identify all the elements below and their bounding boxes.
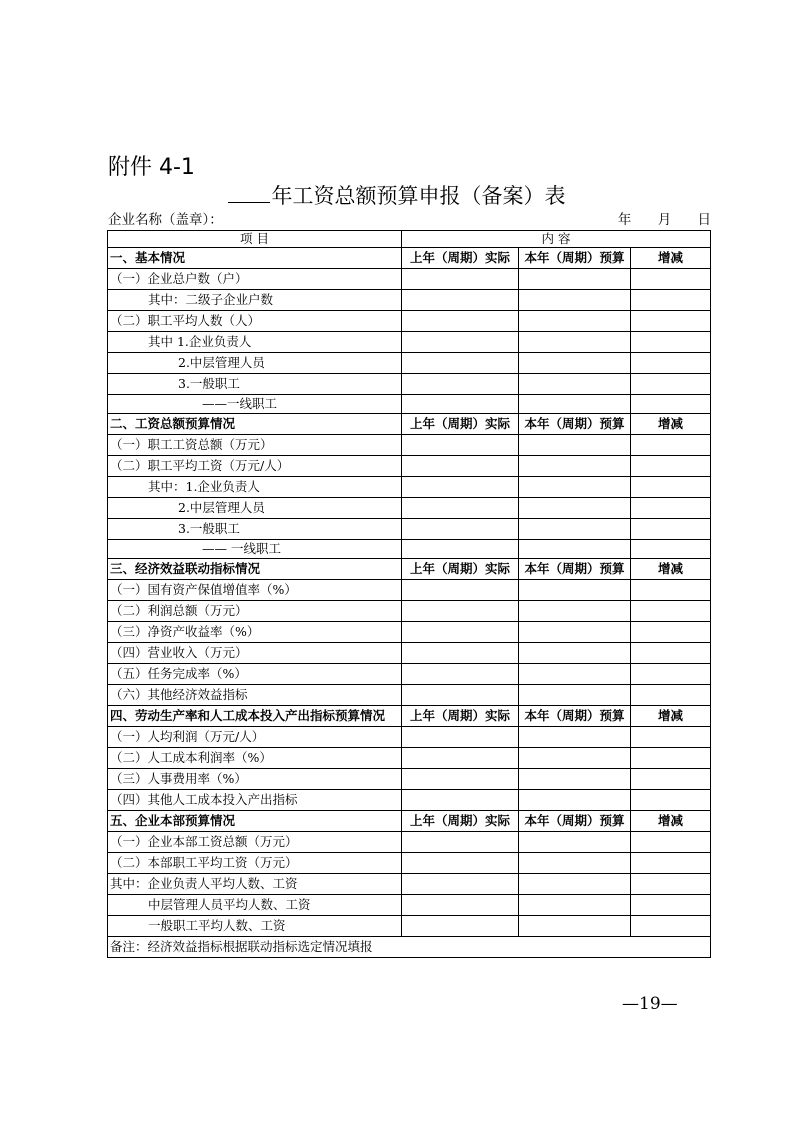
table-row <box>108 832 711 853</box>
value-cell[interactable] <box>402 874 519 895</box>
value-cell[interactable] <box>631 748 711 769</box>
value-cell[interactable] <box>402 395 519 414</box>
column-header: 上年（周期）实际 <box>402 248 519 269</box>
value-cell[interactable] <box>402 895 519 916</box>
table-row <box>108 685 711 706</box>
section-title: 二、工资总额预算情况 <box>108 414 402 435</box>
value-cell[interactable] <box>519 643 631 664</box>
value-cell[interactable] <box>631 477 711 498</box>
table-row <box>108 290 711 311</box>
value-cell[interactable] <box>631 269 711 290</box>
value-cell[interactable] <box>631 290 711 311</box>
note-text: 备注：经济效益指标根据联动指标选定情况填报 <box>108 937 711 958</box>
value-cell[interactable] <box>402 832 519 853</box>
value-cell[interactable] <box>631 874 711 895</box>
row-label: （二）职工平均人数（人） <box>108 311 402 332</box>
value-cell[interactable] <box>519 332 631 353</box>
section-header-row <box>108 706 711 727</box>
value-cell[interactable] <box>519 748 631 769</box>
table-row <box>108 311 711 332</box>
row-label: （一）国有资产保值增值率（%） <box>108 580 402 601</box>
value-cell[interactable] <box>402 435 519 456</box>
table-row <box>108 540 711 559</box>
value-cell[interactable] <box>631 643 711 664</box>
row-label: （一）企业本部工资总额（万元） <box>108 832 402 853</box>
value-cell[interactable] <box>402 685 519 706</box>
value-cell[interactable] <box>402 790 519 811</box>
row-label: 其中：二级子企业户数 <box>108 290 402 311</box>
value-cell[interactable] <box>519 395 631 414</box>
date-day: 日 <box>697 212 711 228</box>
value-cell[interactable] <box>402 853 519 874</box>
section-title: 四、劳动生产率和人工成本投入产出指标预算情况 <box>108 706 402 727</box>
row-label: （二）职工平均工资（万元/人） <box>108 456 402 477</box>
value-cell[interactable] <box>631 456 711 477</box>
table-row <box>108 727 711 748</box>
section-header-row <box>108 248 711 269</box>
table-row <box>108 269 711 290</box>
attachment-label: 附件 4-1 <box>108 155 195 180</box>
value-cell[interactable] <box>402 664 519 685</box>
value-cell[interactable] <box>519 622 631 643</box>
date-month: 月 <box>657 212 672 228</box>
column-header: 增减 <box>631 414 711 435</box>
value-cell[interactable] <box>519 374 631 395</box>
value-cell[interactable] <box>402 332 519 353</box>
value-cell[interactable] <box>402 622 519 643</box>
value-cell[interactable] <box>631 727 711 748</box>
value-cell[interactable] <box>402 498 519 519</box>
value-cell[interactable] <box>519 727 631 748</box>
table-row <box>108 748 711 769</box>
table-row <box>108 790 711 811</box>
table-row <box>108 435 711 456</box>
column-header: 上年（周期）实际 <box>402 811 519 832</box>
year-blank[interactable] <box>228 186 270 203</box>
table-row <box>108 395 711 414</box>
table-row <box>108 498 711 519</box>
value-cell[interactable] <box>519 477 631 498</box>
value-cell[interactable] <box>402 290 519 311</box>
section-header-row <box>108 811 711 832</box>
value-cell[interactable] <box>519 311 631 332</box>
row-label: （四）其他人工成本投入产出指标 <box>108 790 402 811</box>
date-year: 年 <box>617 212 632 228</box>
value-cell[interactable] <box>631 769 711 790</box>
value-cell[interactable] <box>631 895 711 916</box>
value-cell[interactable] <box>631 435 711 456</box>
value-cell[interactable] <box>519 832 631 853</box>
value-cell[interactable] <box>402 269 519 290</box>
value-cell[interactable] <box>519 895 631 916</box>
table-row <box>108 853 711 874</box>
value-cell[interactable] <box>519 790 631 811</box>
column-header: 本年（周期）预算 <box>519 811 631 832</box>
value-cell[interactable] <box>519 853 631 874</box>
value-cell[interactable] <box>519 540 631 559</box>
section-title: 一、基本情况 <box>108 248 402 269</box>
page-number: —19— <box>622 994 678 1014</box>
table-row <box>108 456 711 477</box>
row-label: 3.一般职工 <box>108 519 402 540</box>
note-row <box>108 937 711 958</box>
value-cell[interactable] <box>519 290 631 311</box>
table-row <box>108 643 711 664</box>
value-cell[interactable] <box>402 456 519 477</box>
value-cell[interactable] <box>402 353 519 374</box>
row-label: （二）人工成本利润率（%） <box>108 748 402 769</box>
value-cell[interactable] <box>402 727 519 748</box>
row-label: （二）本部职工平均工资（万元） <box>108 853 402 874</box>
value-cell[interactable] <box>519 269 631 290</box>
form-title <box>0 180 793 210</box>
value-cell[interactable] <box>631 832 711 853</box>
budget-table <box>107 230 711 958</box>
value-cell[interactable] <box>519 580 631 601</box>
value-cell[interactable] <box>519 519 631 540</box>
header-item: 项 目 <box>108 231 402 248</box>
column-header: 增减 <box>631 559 711 580</box>
value-cell[interactable] <box>631 601 711 622</box>
row-label: （二）利润总额（万元） <box>108 601 402 622</box>
value-cell[interactable] <box>402 643 519 664</box>
value-cell[interactable] <box>631 685 711 706</box>
row-label: 3.一般职工 <box>108 374 402 395</box>
table-row <box>108 580 711 601</box>
value-cell[interactable] <box>631 664 711 685</box>
column-header: 增减 <box>631 811 711 832</box>
column-header: 本年（周期）预算 <box>519 706 631 727</box>
table-row <box>108 353 711 374</box>
row-label: （四）营业收入（万元） <box>108 643 402 664</box>
value-cell[interactable] <box>519 456 631 477</box>
value-cell[interactable] <box>402 311 519 332</box>
value-cell[interactable] <box>631 498 711 519</box>
value-cell[interactable] <box>519 498 631 519</box>
table-row <box>108 622 711 643</box>
value-cell[interactable] <box>402 748 519 769</box>
company-name-label: 企业名称（盖章）： <box>108 212 223 228</box>
value-cell[interactable] <box>631 332 711 353</box>
value-cell[interactable] <box>631 853 711 874</box>
value-cell[interactable] <box>519 769 631 790</box>
value-cell[interactable] <box>631 395 711 414</box>
value-cell[interactable] <box>402 769 519 790</box>
row-label: 2.中层管理人员 <box>108 498 402 519</box>
value-cell[interactable] <box>402 540 519 559</box>
table-row <box>108 332 711 353</box>
table-row <box>108 916 711 937</box>
row-label: （一）人均利润（万元/人） <box>108 727 402 748</box>
value-cell[interactable] <box>631 374 711 395</box>
table-row <box>108 664 711 685</box>
section-header-row <box>108 559 711 580</box>
value-cell[interactable] <box>519 664 631 685</box>
row-label: （六）其他经济效益指标 <box>108 685 402 706</box>
column-header: 增减 <box>631 248 711 269</box>
value-cell[interactable] <box>402 374 519 395</box>
column-header: 本年（周期）预算 <box>519 559 631 580</box>
value-cell[interactable] <box>631 916 711 937</box>
value-cell[interactable] <box>631 311 711 332</box>
row-label: —— 一线职工 <box>108 540 402 559</box>
value-cell[interactable] <box>402 916 519 937</box>
table-row <box>108 519 711 540</box>
column-header: 本年（周期）预算 <box>519 414 631 435</box>
section-title: 三、经济效益联动指标情况 <box>108 559 402 580</box>
value-cell[interactable] <box>519 353 631 374</box>
row-label: 2.中层管理人员 <box>108 353 402 374</box>
row-label: （一）企业总户数（户） <box>108 269 402 290</box>
table-row <box>108 477 711 498</box>
row-label: 其中：1.企业负责人 <box>108 477 402 498</box>
table-row <box>108 374 711 395</box>
column-header: 上年（周期）实际 <box>402 414 519 435</box>
value-cell[interactable] <box>519 435 631 456</box>
column-header: 上年（周期）实际 <box>402 559 519 580</box>
value-cell[interactable] <box>402 580 519 601</box>
value-cell[interactable] <box>631 790 711 811</box>
row-label: 其中：企业负责人平均人数、工资 <box>108 874 402 895</box>
date-fields <box>596 208 711 228</box>
row-label: （三）净资产收益率（%） <box>108 622 402 643</box>
row-label: ——一线职工 <box>108 395 402 414</box>
value-cell[interactable] <box>631 622 711 643</box>
value-cell[interactable] <box>519 601 631 622</box>
form-title-text: 年工资总额预算申报（备案）表 <box>271 184 566 208</box>
table-row <box>108 874 711 895</box>
row-label: （三）人事费用率（%） <box>108 769 402 790</box>
value-cell[interactable] <box>402 601 519 622</box>
value-cell[interactable] <box>402 477 519 498</box>
value-cell[interactable] <box>519 685 631 706</box>
row-label: （五）任务完成率（%） <box>108 664 402 685</box>
section-header-row <box>108 414 711 435</box>
row-label: （一）职工工资总额（万元） <box>108 435 402 456</box>
value-cell[interactable] <box>519 916 631 937</box>
header-content: 内 容 <box>402 231 711 248</box>
section-title: 五、企业本部预算情况 <box>108 811 402 832</box>
value-cell[interactable] <box>631 353 711 374</box>
value-cell[interactable] <box>631 519 711 540</box>
value-cell[interactable] <box>402 519 519 540</box>
table-row <box>108 895 711 916</box>
value-cell[interactable] <box>631 540 711 559</box>
column-header: 上年（周期）实际 <box>402 706 519 727</box>
value-cell[interactable] <box>631 580 711 601</box>
row-label: 中层管理人员平均人数、工资 <box>108 895 402 916</box>
table-header-row <box>108 231 711 248</box>
table-row <box>108 601 711 622</box>
column-header: 增减 <box>631 706 711 727</box>
value-cell[interactable] <box>519 874 631 895</box>
table-row <box>108 769 711 790</box>
column-header: 本年（周期）预算 <box>519 248 631 269</box>
row-label: 其中 1.企业负责人 <box>108 332 402 353</box>
row-label: 一般职工平均人数、工资 <box>108 916 402 937</box>
